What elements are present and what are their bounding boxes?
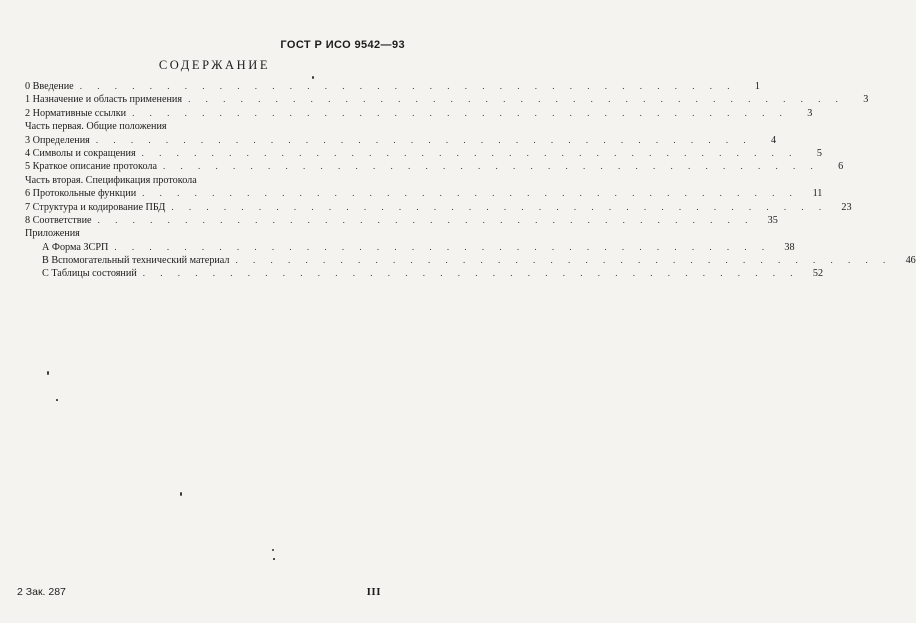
toc-entry-page: 1 [754,81,760,92]
table-of-contents [25,80,916,281]
toc-section-heading [25,120,388,133]
toc-entry [25,160,844,173]
toc-entry [25,187,823,200]
toc-entry-page: 6 [838,161,844,173]
toc-entry [25,134,777,147]
dot-leader: . . . . . . . . . . . . . . . . . . . . . . . . . . . . . . . . . . . . . . [171,201,828,212]
dot-leader: . . . . . . . . . . . . . . . . . . . . . . . . . . . . . . . . . . . . . . [95,134,753,145]
toc-entry-page: 11 [812,188,823,200]
toc-entry-page: 3 [863,94,869,106]
toc-entry-page: 52 [812,268,824,280]
toc-entry-label: С Таблицы состояний [42,268,137,280]
toc-entry-label: 3 Определения [25,134,90,146]
toc-entry-label: В Вспомогательный технический материал [42,255,230,267]
print-order-number: 2 Зак. 287 [17,586,66,598]
dot-leader: . . . . . . . . . . . . . . . . . . . . . . . . . . . . . . . . . . . . . . [188,94,845,105]
toc-entry-page: 3 [807,107,813,119]
scan-speck [312,76,314,79]
toc-entry-label: 1 Назначение и область применения [25,94,183,106]
toc-entry [25,241,795,254]
dot-leader: . . . . . . . . . . . . . . . . . . . . . . . . . . . . . . . . . . . . . . [163,161,820,172]
scan-speck [56,399,58,401]
toc-entry-label: 8 Соответствие [25,214,92,226]
toc-entry-label: А Форма ЗСРП [42,241,109,253]
toc-entry-page: 23 [841,201,852,213]
scan-speck [180,492,182,496]
dot-leader: . . . . . . . . . . . . . . . . . . . . . . . . . . . . . . . . . . . . . . [79,81,736,91]
dot-leader: . . . . . . . . . . . . . . . . . . . . . . . . . . . . . . . . . . . . . . [235,255,892,266]
toc-entry-label: 5 Краткое описание протокола [25,161,158,173]
dot-leader: . . . . . . . . . . . . . . . . . . . . . . . . . . . . . . . . . . . . . . [142,268,800,279]
toc-entry-page: 46 [905,255,916,267]
toc-entry-page: 4 [771,134,777,146]
toc-entry [25,107,813,120]
toc-entry-label: 7 Структура и кодирование ПБД [25,201,166,213]
toc-entry [25,254,916,267]
toc-section-heading [25,174,388,187]
scan-speck [272,549,274,551]
scan-speck [47,371,49,375]
toc-entry-page: 5 [816,147,822,159]
toc-entry-label: 4 Символы и сокращения [25,147,136,159]
toc-heading-label: Часть первая. Общие положения [25,121,167,133]
toc-entry [25,80,760,93]
dot-leader: . . . . . . . . . . . . . . . . . . . . . . . . . . . . . . . . . . . . . . [114,241,771,252]
dot-leader: . . . . . . . . . . . . . . . . . . . . . . . . . . . . . . . . . . . . . . [97,214,754,225]
page-number: III [366,586,381,598]
toc-entry-label: 2 Нормативные ссылки [25,107,127,119]
dot-leader: . . . . . . . . . . . . . . . . . . . . . . . . . . . . . . . . . . . . . . [141,147,798,158]
toc-entry [25,267,824,280]
toc-entry-label: 6 Протокольные функции [25,188,137,200]
toc-entry-label: 0 Введение [25,81,74,92]
toc-entry [25,201,852,214]
toc-heading-label: Приложения [25,228,80,240]
standard-code: ГОСТ Р ИСО 9542—93 [280,39,405,51]
toc-section-heading [25,227,388,240]
scan-speck [273,558,275,560]
toc-entry-page: 38 [784,241,795,253]
toc-heading-label: Часть вторая. Спецификация протокола [25,174,197,186]
page-title: СОДЕРЖАНИЕ [158,58,271,72]
toc-entry [25,147,822,160]
toc-entry [25,93,869,106]
toc-entry-page: 35 [767,214,778,226]
dot-leader: . . . . . . . . . . . . . . . . . . . . . . . . . . . . . . . . . . . . . . [132,107,789,118]
toc-entry [25,214,778,227]
dot-leader: . . . . . . . . . . . . . . . . . . . . . . . . . . . . . . . . . . . . . . [142,188,799,199]
